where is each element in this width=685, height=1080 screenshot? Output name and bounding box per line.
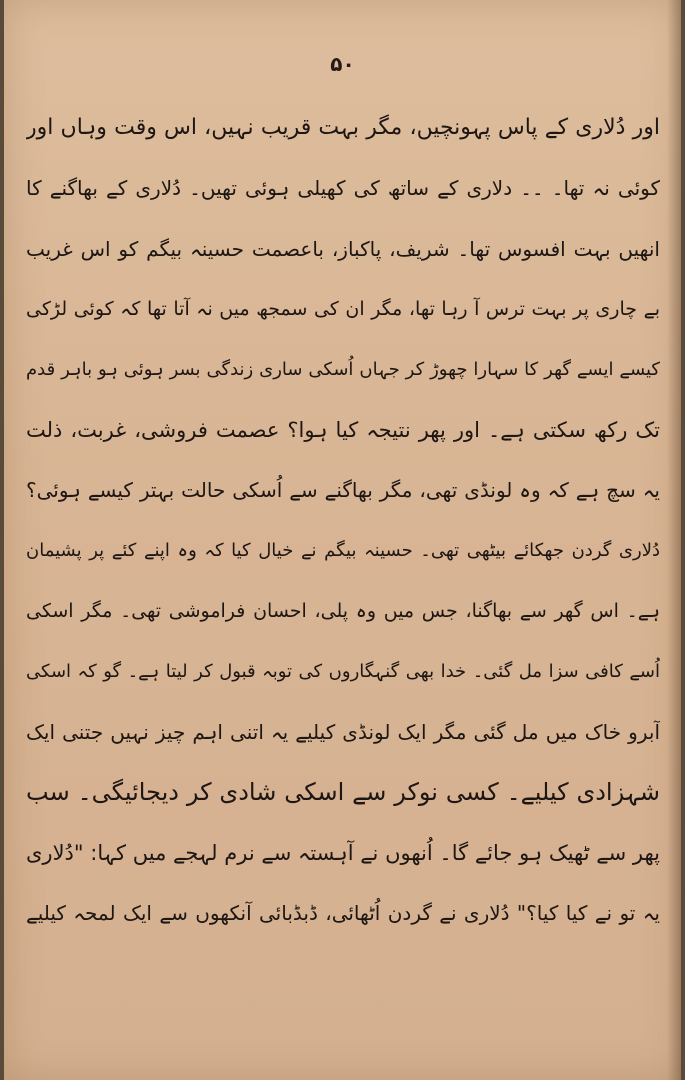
text-line: تک رکھ سکتی ہے۔ اور پھر نتیجہ کیا ہوا؟ عصمت فروشی، غربت، ذلت (26, 417, 660, 442)
text-line: شہزادی کیلیے۔ کسی نوکر سے اسکی شادی کر دیجائیگی۔ سب (26, 778, 660, 807)
book-page (4, 0, 681, 1080)
text-line: بے چاری پر بہت ترس آ رہا تھا، مگر ان کی سمجھ میں نہ آتا تھا کہ کوئی لڑکی (26, 298, 660, 321)
text-line: اُسے کافی سزا مل گئی۔ خدا بھی گنہگاروں کی توبہ قبول کر لیتا ہے۔ گو کہ اسکی (26, 660, 660, 682)
body-text (26, 104, 660, 949)
page-number: ۵۰ (330, 52, 355, 76)
text-line: اور دُلاری کے پاس پہونچیں، مگر بہت قریب نہیں، اس وقت وہاں اور (26, 115, 660, 140)
text-line: دُلاری گردن جھکائے بیٹھی تھی۔ حسینہ بیگم نے خیال کیا کہ وہ اپنے کئے پر پشیمان (26, 539, 660, 561)
text-line: پھر سے ٹھیک ہو جائے گا۔ اُنھوں نے آہستہ سے نرم لہجے میں کہا: "دُلاری (26, 840, 660, 865)
text-line: کیسے ایسے گھر کا سہارا چھوڑ کر جہاں اُسکی ساری زندگی بسر ہوئی ہو باہر قدم (26, 358, 660, 380)
text-line: انھیں بہت افسوس تھا۔ شریف، پاکباز، باعصمت حسینہ بیگم کو اس غریب (26, 236, 660, 261)
page-edge-shadow (667, 0, 681, 1080)
text-line: کوئی نہ تھا۔ ۔۔ دلاری کے ساتھ کی کھیلی ہوئی تھیں۔ دُلاری کے بھاگنے کا (26, 176, 660, 201)
text-line: یہ تو نے کیا کیا؟" دُلاری نے گردن اُٹھائی، ڈبڈبائی آنکھوں سے ایک لمحہ کیلیے (26, 901, 660, 926)
text-line: آبرو خاک میں مل گئی مگر ایک لونڈی کیلیے یہ اتنی اہم چیز نہیں جتنی ایک (26, 719, 660, 744)
text-line: یہ سچ ہے کہ وہ لونڈی تھی، مگر بھاگنے سے اُسکی حالت بہتر کیسے ہوئی؟ (26, 478, 660, 503)
text-line: ہے۔ اس گھر سے بھاگنا، جس میں وہ پلی، احسان فراموشی تھی۔ مگر اسکی (26, 600, 660, 623)
